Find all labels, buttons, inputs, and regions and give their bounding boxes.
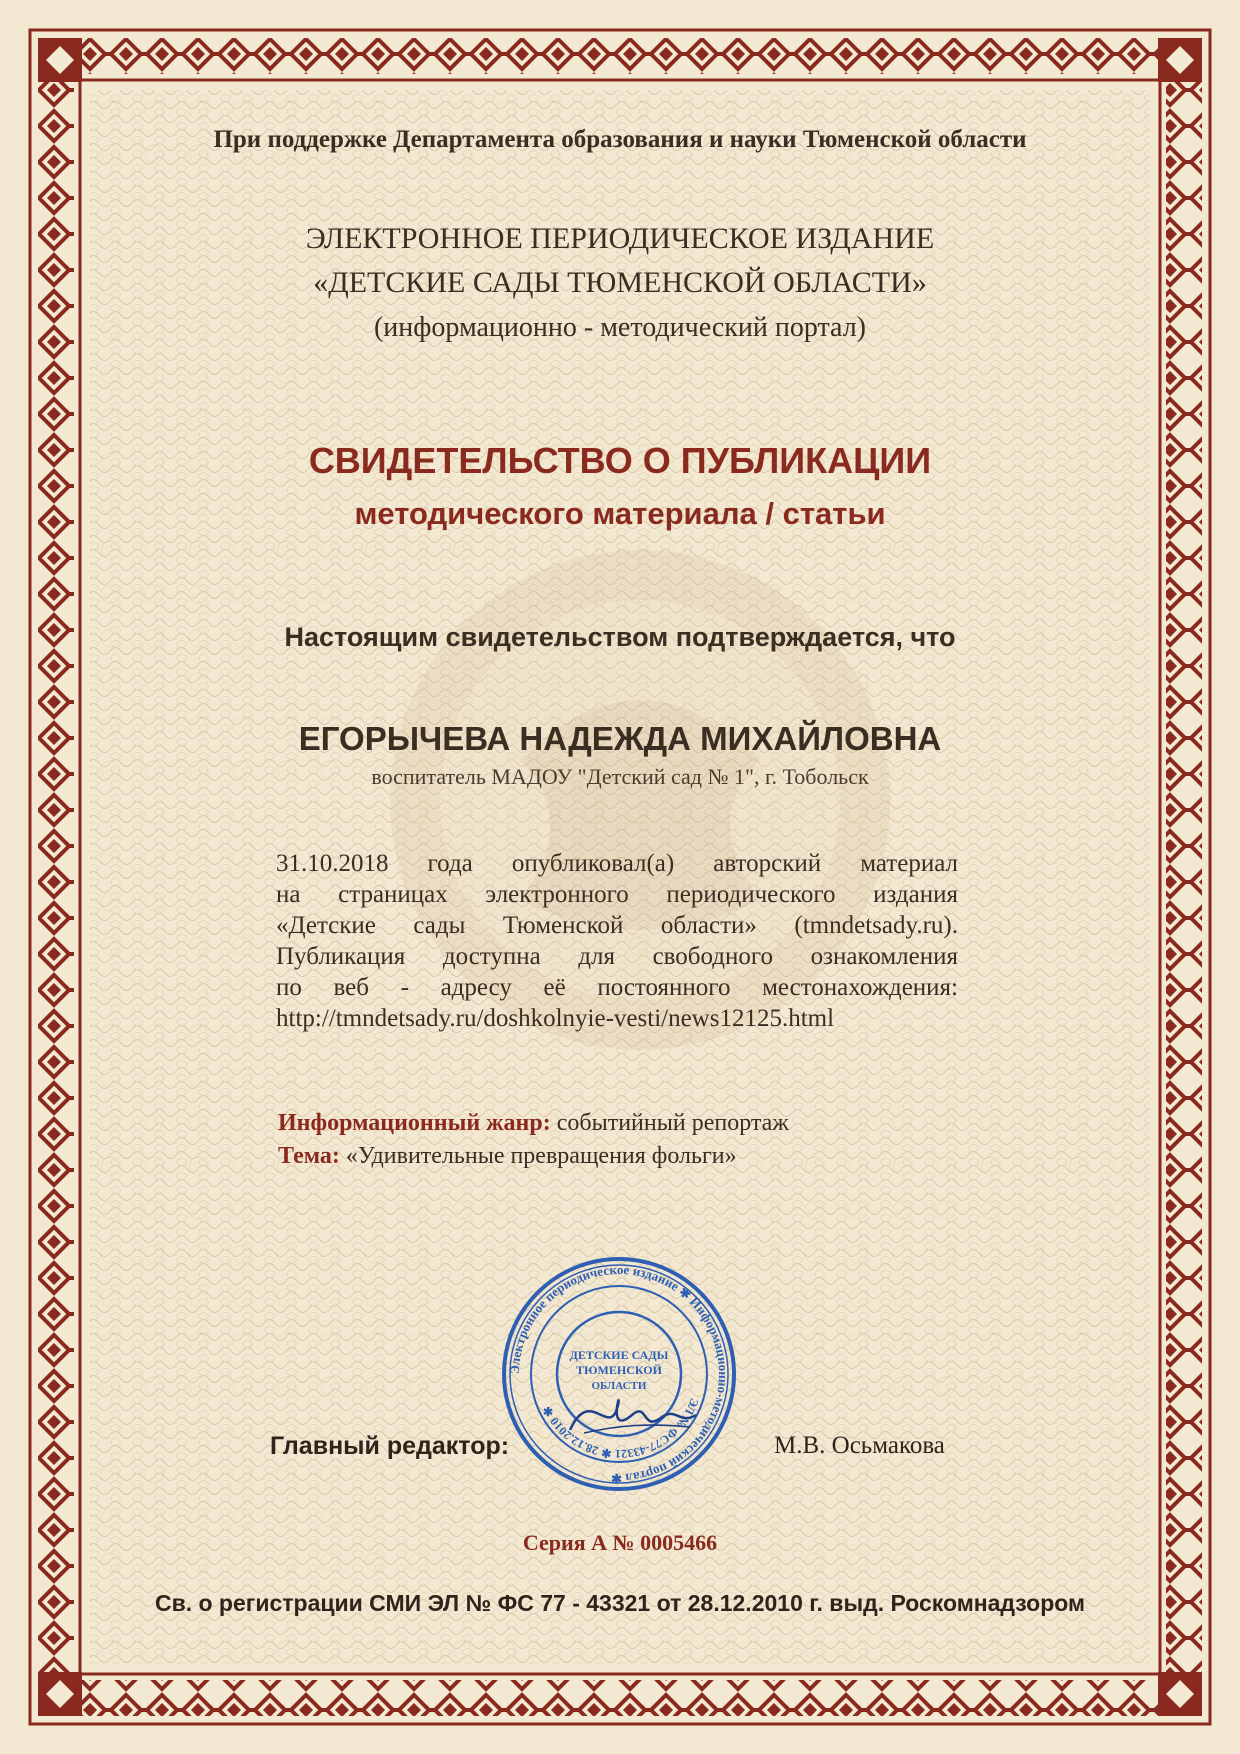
series-number: Серия А № 0005466 [522,1530,718,1555]
topic-label: Тема: [278,1143,340,1169]
certificate-subtitle: методического материала / статьи [354,496,886,531]
topic-value: «Удивительные превращения фольги» [345,1143,737,1169]
confirm-statement: Настоящим свидетельством подтверждается, что [284,622,956,652]
topic-row [278,1143,737,1170]
body-line: по веб - адресу её постоянного местонахождения: [276,974,958,1001]
publication-kind: (информационно - методический портал) [373,312,867,343]
editor-label: Главный редактор: [270,1432,510,1460]
stamp-ring-text: Электронное периодическое издание ✱ Информационно-методический портал ✱ [506,1261,732,1487]
publication-body [276,848,958,1034]
recipient-name: ЕГОРЫЧЕВА НАДЕЖДА МИХАЙЛОВНА [298,720,942,757]
genre-label: Информационный жанр: [278,1110,551,1136]
body-line: на страницах электронного периодического издания [276,881,958,908]
genre-value: событийный репортаж [556,1110,789,1136]
stamp-reg-text: ЭЛ № ФС77-43321 ✱ 28.12.2010 ✱ [539,1396,702,1462]
svg-text:ЭЛ № ФС77-43321 ✱ 28.12.2010 ✱ [540,1396,702,1461]
body-line: Публикация доступна для свободного ознакомления [276,943,958,970]
body-line: 31.10.2018 года опубликовал(а) авторский материал [276,850,958,877]
publication-type: ЭЛЕКТРОННОЕ ПЕРИОДИЧЕСКОЕ ИЗДАНИЕ [305,222,935,255]
certificate-title: СВИДЕТЕЛЬСТВО О ПУБЛИКАЦИИ [308,440,932,481]
editor-name: М.В. Осьмакова [774,1432,945,1459]
genre-row [278,1110,789,1137]
stamp-center-line: ТЮМЕНСКОЙ [576,1363,662,1377]
body-line: «Детские сады Тюменской области» (tmndetsady.ru). [276,912,958,939]
publication-name: «ДЕТСКИЕ САДЫ ТЮМЕНСКОЙ ОБЛАСТИ» [313,266,927,299]
support-line: При поддержке Департамента образования и науки Тюменской области [213,126,1027,153]
publication-url: http://tmndetsady.ru/doshkolnyie-vesti/news12125.html [276,1005,835,1032]
stamp-center-line: ОБЛАСТИ [591,1380,647,1392]
official-stamp [500,1255,738,1493]
recipient-position: воспитатель МАДОУ "Детский сад № 1", г. Тобольск [371,764,869,789]
registration-line: Св. о регистрации СМИ ЭЛ № ФС 77 - 43321 от 28.12.2010 г. выд. Роскомнадзором [154,1590,1086,1616]
stamp-center-line: ДЕТСКИЕ САДЫ [569,1348,669,1362]
